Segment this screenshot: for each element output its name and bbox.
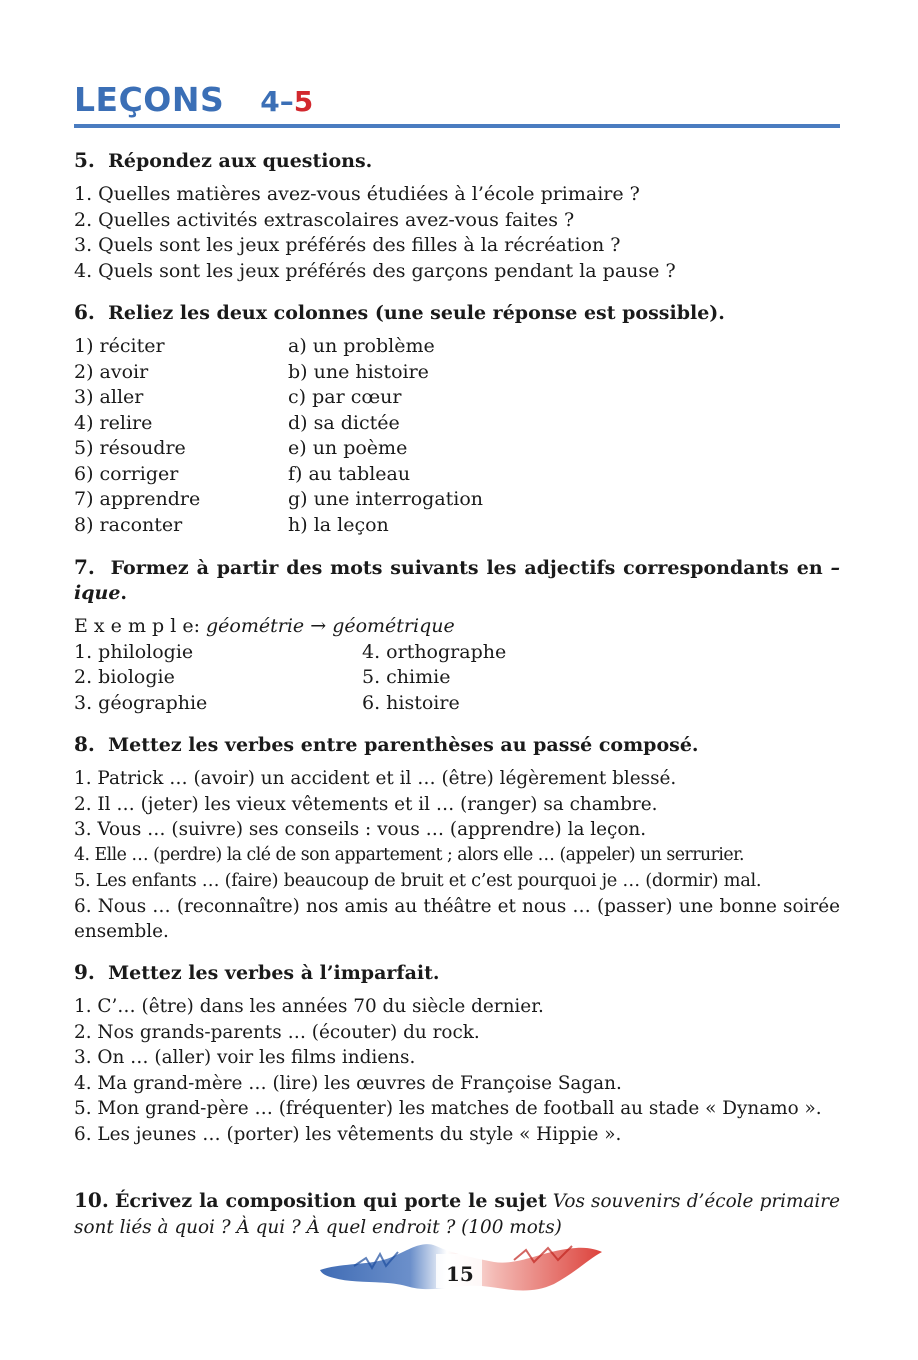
sentence-item: 4. Ma grand-mère … (lire) les œuvres de Françoise Sagan. <box>74 1072 622 1094</box>
match-left: 3) aller <box>74 386 144 408</box>
example-to: géométrique <box>332 615 455 637</box>
match-row <box>74 487 840 513</box>
lesson-header <box>74 80 313 124</box>
sentence-item: 2. Il … (jeter) les vieux vêtements et il … (ranger) sa chambre. <box>74 793 658 815</box>
match-row <box>74 334 840 360</box>
example <box>74 614 840 640</box>
sentence-item: 1. C’… (être) dans les années 70 du siècle dernier. <box>74 996 544 1017</box>
match-row <box>74 513 840 539</box>
exercise-title <box>74 960 840 986</box>
match-right: h) la leçon <box>288 513 389 536</box>
word-columns <box>74 640 840 717</box>
word-row <box>74 691 840 717</box>
lesson-number-part2: 5 <box>293 85 314 118</box>
exercise-8 <box>74 732 840 945</box>
sentence-item: 5. Mon grand-père … (fréquenter) les matches de football au stade « Dynamo ». <box>74 1098 822 1119</box>
exercise-instruction: Reliez les deux colonnes (une seule réponse est possible). <box>108 302 725 324</box>
sentence-item: 3. On … (aller) voir les films indiens. <box>74 1047 416 1068</box>
exercise-5 <box>74 148 840 284</box>
exercise-instruction: Écrivez la composition qui porte le sujet <box>114 1190 547 1212</box>
page-number: 15 <box>446 1262 474 1286</box>
match-right: a) un problème <box>288 335 435 357</box>
exercise-title <box>74 555 840 606</box>
sentence-item: 3. Vous … (suivre) ses conseils : vous … (apprendre) la leçon. <box>74 819 647 840</box>
word-item: 5. chimie <box>362 666 451 688</box>
word-row <box>74 665 840 691</box>
match-right: d) sa dictée <box>288 411 400 434</box>
exercise-7 <box>74 555 840 716</box>
exercise-instruction: Mettez les verbes entre parenthèses au passé composé. <box>108 734 699 756</box>
match-left: 4) relire <box>74 411 153 434</box>
sentence-item: 4. Elle … (perdre) la clé de son appartement ; alors elle … (appeler) un serrurier. <box>74 844 744 865</box>
lesson-title: LEÇONS <box>74 80 225 119</box>
match-row <box>74 436 840 462</box>
exercise-title-end: . <box>120 582 128 604</box>
match-row <box>74 385 840 411</box>
example-from: géométrie <box>206 615 305 637</box>
match-left: 6) corriger <box>74 462 179 485</box>
sentence-list <box>74 766 840 945</box>
match-right: e) un poème <box>288 437 408 459</box>
sentence-item: 1. Patrick … (avoir) un accident et il … (être) légèrement blessé. <box>74 768 677 789</box>
word-item: 1. philologie <box>74 640 194 663</box>
match-row <box>74 360 840 386</box>
sentence-item: 6. Nous … (reconnaître) nos amis au théâtre et nous … (passer) une bonne soirée ensemble. <box>74 895 840 942</box>
exercise-number: 7. <box>74 555 95 579</box>
exercise-number: 10. <box>74 1188 109 1212</box>
exercise-title <box>74 148 840 174</box>
exercise-text <box>74 1188 840 1240</box>
match-left: 8) raconter <box>74 513 183 536</box>
word-item: 3. géographie <box>74 691 208 714</box>
word-row <box>74 640 840 666</box>
match-row <box>74 411 840 437</box>
question-item: 1. Quelles matières avez-vous étudiées à l’école primaire ? <box>74 183 640 205</box>
question-item: 2. Quelles activités extrascolaires avez-vous faites ? <box>74 208 575 231</box>
match-row <box>74 462 840 488</box>
exercise-subject: Vos souvenirs d’école primaire sont liés à quoi ? À qui ? À quel endroit ? (100 mots) <box>74 1191 840 1238</box>
match-left: 5) résoudre <box>74 437 186 459</box>
match-left: 7) apprendre <box>74 488 201 510</box>
exercise-6 <box>74 300 840 538</box>
lesson-number-part1: 4– <box>260 85 294 118</box>
arrow-icon: → <box>310 615 327 637</box>
question-item: 3. Quels sont les jeux préférés des filles à la récréation ? <box>74 234 621 256</box>
exercise-10 <box>74 1188 840 1240</box>
match-right: c) par cœur <box>288 386 402 408</box>
question-item: 4. Quels sont les jeux préférés des garçons pendant la pause ? <box>74 259 676 282</box>
word-item: 4. orthographe <box>362 640 507 663</box>
exercise-instruction: Répondez aux questions. <box>108 150 373 172</box>
example-line <box>74 614 840 640</box>
sentence-item: 5. Les enfants … (faire) beaucoup de bruit et c’est pourquoi je … (dormir) mal. <box>74 870 762 891</box>
word-item: 2. biologie <box>74 666 175 688</box>
exercise-title <box>74 300 840 326</box>
exercise-title <box>74 732 840 758</box>
exercise-9 <box>74 960 840 1147</box>
exercise-number: 8. <box>74 732 95 756</box>
match-left: 2) avoir <box>74 360 149 383</box>
sentence-item: 6. Les jeunes … (porter) les vêtements du style « Hippie ». <box>74 1123 622 1145</box>
question-list <box>74 182 840 284</box>
lesson-number <box>260 85 313 118</box>
header-rule <box>74 124 840 128</box>
sentence-item: 2. Nos grands-parents … (écouter) du rock. <box>74 1021 480 1043</box>
exercise-suffix: –ique <box>74 557 840 604</box>
match-right: b) une histoire <box>288 360 429 383</box>
exercise-instruction: Formez à partir des mots suivants les adjectifs correspondants en <box>110 557 823 579</box>
example-label: E x e m p l e: <box>74 615 200 637</box>
match-right: g) une interrogation <box>288 488 484 510</box>
match-left: 1) réciter <box>74 335 165 357</box>
match-right: f) au tableau <box>288 462 411 485</box>
word-item: 6. histoire <box>362 691 460 714</box>
sentence-list <box>74 994 840 1147</box>
exercise-number: 9. <box>74 960 95 984</box>
exercise-number: 6. <box>74 300 95 324</box>
exercise-instruction: Mettez les verbes à l’imparfait. <box>108 962 440 984</box>
matching-columns <box>74 334 840 538</box>
exercise-number: 5. <box>74 148 95 172</box>
